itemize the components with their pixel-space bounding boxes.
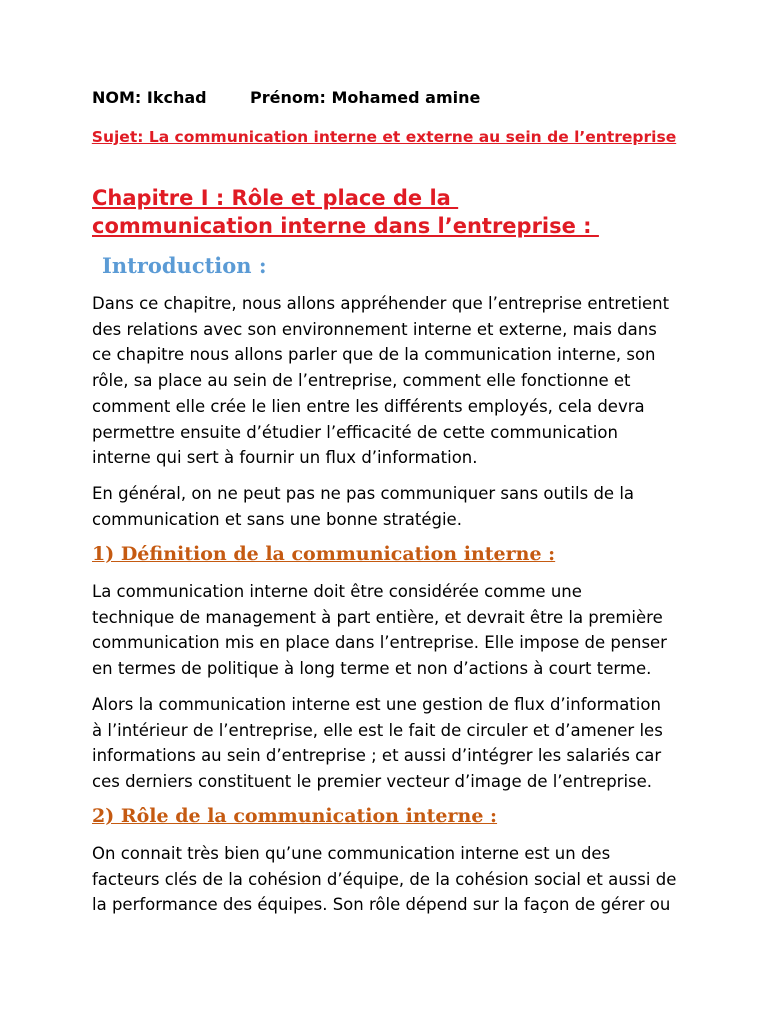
text-line: à l’intérieur de l’entreprise, elle est le fait de circuler et d’amener les xyxy=(92,720,663,740)
text-line: des relations avec son environnement interne et externe, mais dans xyxy=(92,319,657,339)
author-header xyxy=(92,88,481,107)
text-line: communication mis en place dans l’entreprise. Elle impose de penser xyxy=(92,633,667,653)
text-line: communication et sans une bonne stratégie. xyxy=(92,509,462,529)
section-heading-definition: 1) Définition de la communication interne : xyxy=(92,543,556,565)
text-line: Alors la communication interne est une gestion de flux d’information xyxy=(92,695,661,714)
text-line: la performance des équipes. Son rôle dépend sur la façon de gérer ou xyxy=(92,895,671,915)
text-line: On connait très bien qu’une communication interne est un des xyxy=(92,844,611,863)
role-paragraph xyxy=(92,841,692,918)
text-line: en termes de politique à long terme et non d’actions à court terme. xyxy=(92,659,652,679)
text-line: ce chapitre nous allons parler que de la communication interne, son xyxy=(92,345,656,365)
section-heading-role: 2) Rôle de la communication interne : xyxy=(92,805,498,827)
text-line: facteurs clés de la cohésion d’équipe, de la cohésion social et aussi de xyxy=(92,869,677,889)
intro-paragraph xyxy=(92,291,692,471)
chapter-title xyxy=(92,184,712,240)
text-line: ces derniers constituent le premier vecteur d’image de l’entreprise. xyxy=(92,772,653,792)
text-line: technique de management à part entière, et devrait être la première xyxy=(92,607,663,627)
text-line: permettre ensuite d’étudier l’efficacité de cette communication xyxy=(92,422,618,442)
author-first-name: Prénom: Mohamed amine xyxy=(250,88,481,107)
chapter-title-line: Chapitre I : Rôle et place de la xyxy=(92,186,459,210)
text-line: La communication interne doit être considérée comme une xyxy=(92,582,582,601)
text-line: Dans ce chapitre, nous allons appréhender que l’entreprise entretient xyxy=(92,294,670,313)
text-line: interne qui sert à fournir un flux d’information. xyxy=(92,448,478,468)
text-line: rôle, sa place au sein de l’entreprise, comment elle fonctionne et xyxy=(92,371,631,391)
text-line: informations au sein d’entreprise ; et aussi d’intégrer les salariés car xyxy=(92,746,662,766)
chapter-title-line: communication interne dans l’entreprise : xyxy=(92,214,599,238)
introduction-heading: Introduction : xyxy=(102,253,267,278)
author-last-name: NOM: Ikchad xyxy=(92,88,207,107)
intro-paragraph xyxy=(92,481,692,532)
text-line: comment elle crée le lien entre les différents employés, cela devra xyxy=(92,396,645,416)
definition-paragraph xyxy=(92,579,692,682)
definition-paragraph xyxy=(92,692,692,795)
subject-title: Sujet: La communication interne et externe au sein de l’entreprise xyxy=(91,128,677,146)
text-line: En général, on ne peut pas ne pas communiquer sans outils de la xyxy=(92,484,635,503)
